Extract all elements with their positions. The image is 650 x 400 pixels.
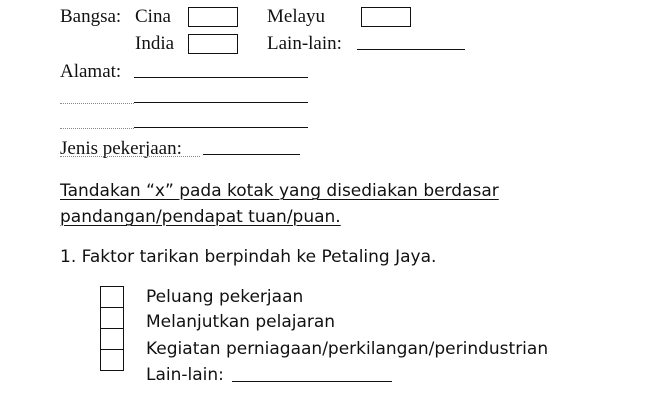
- jenis-pekerjaan-label: Jenis pekerjaan:: [60, 138, 182, 159]
- jenis-pekerjaan-blank-field[interactable]: [203, 154, 300, 155]
- instruction-line-1: Tandakan “x” pada kotak yang disediakan berdasar: [60, 181, 499, 201]
- alamat-blank-line-2[interactable]: [134, 102, 308, 103]
- option-cina-label: Cina: [135, 6, 171, 27]
- dotted-guide-line-3: [60, 128, 134, 129]
- option-kegiatan-perniagaan: Kegiatan perniagaan/perkilangan/perindustrian: [146, 339, 549, 359]
- q1-lain-lain-blank-field[interactable]: [232, 381, 392, 382]
- checkbox-kegiatan-perniagaan[interactable]: [100, 328, 124, 350]
- bangsa-label: Bangsa:: [60, 6, 122, 27]
- checkbox-india[interactable]: [188, 34, 238, 54]
- checkbox-lain-lain-q1[interactable]: [100, 349, 124, 371]
- dotted-guide-line-2: [60, 103, 134, 104]
- checkbox-melanjutkan-pelajaran[interactable]: [100, 307, 124, 329]
- option-lain-lain-label: Lain-lain:: [267, 33, 342, 54]
- alamat-blank-line-3[interactable]: [134, 127, 308, 128]
- option-lain-lain-q1: Lain-lain:: [146, 365, 224, 385]
- question-1-text: 1. Faktor tarikan berpindah ke Petaling Jaya.: [60, 247, 437, 267]
- option-india-label: India: [135, 33, 175, 54]
- lain-lain-blank-field[interactable]: [357, 49, 465, 50]
- alamat-label: Alamat:: [60, 61, 122, 82]
- option-melanjutkan-pelajaran: Melanjutkan pelajaran: [146, 312, 336, 332]
- option-peluang-pekerjaan: Peluang pekerjaan: [146, 287, 304, 307]
- instruction-line-2: pandangan/pendapat tuan/puan.: [60, 207, 341, 227]
- checkbox-cina[interactable]: [188, 7, 238, 27]
- checkbox-peluang-pekerjaan[interactable]: [100, 286, 124, 308]
- dotted-guide-jenis-pekerjaan: [60, 156, 200, 157]
- option-melayu-label: Melayu: [267, 6, 326, 27]
- alamat-blank-line-1[interactable]: [134, 77, 308, 78]
- checkbox-melayu[interactable]: [361, 7, 411, 27]
